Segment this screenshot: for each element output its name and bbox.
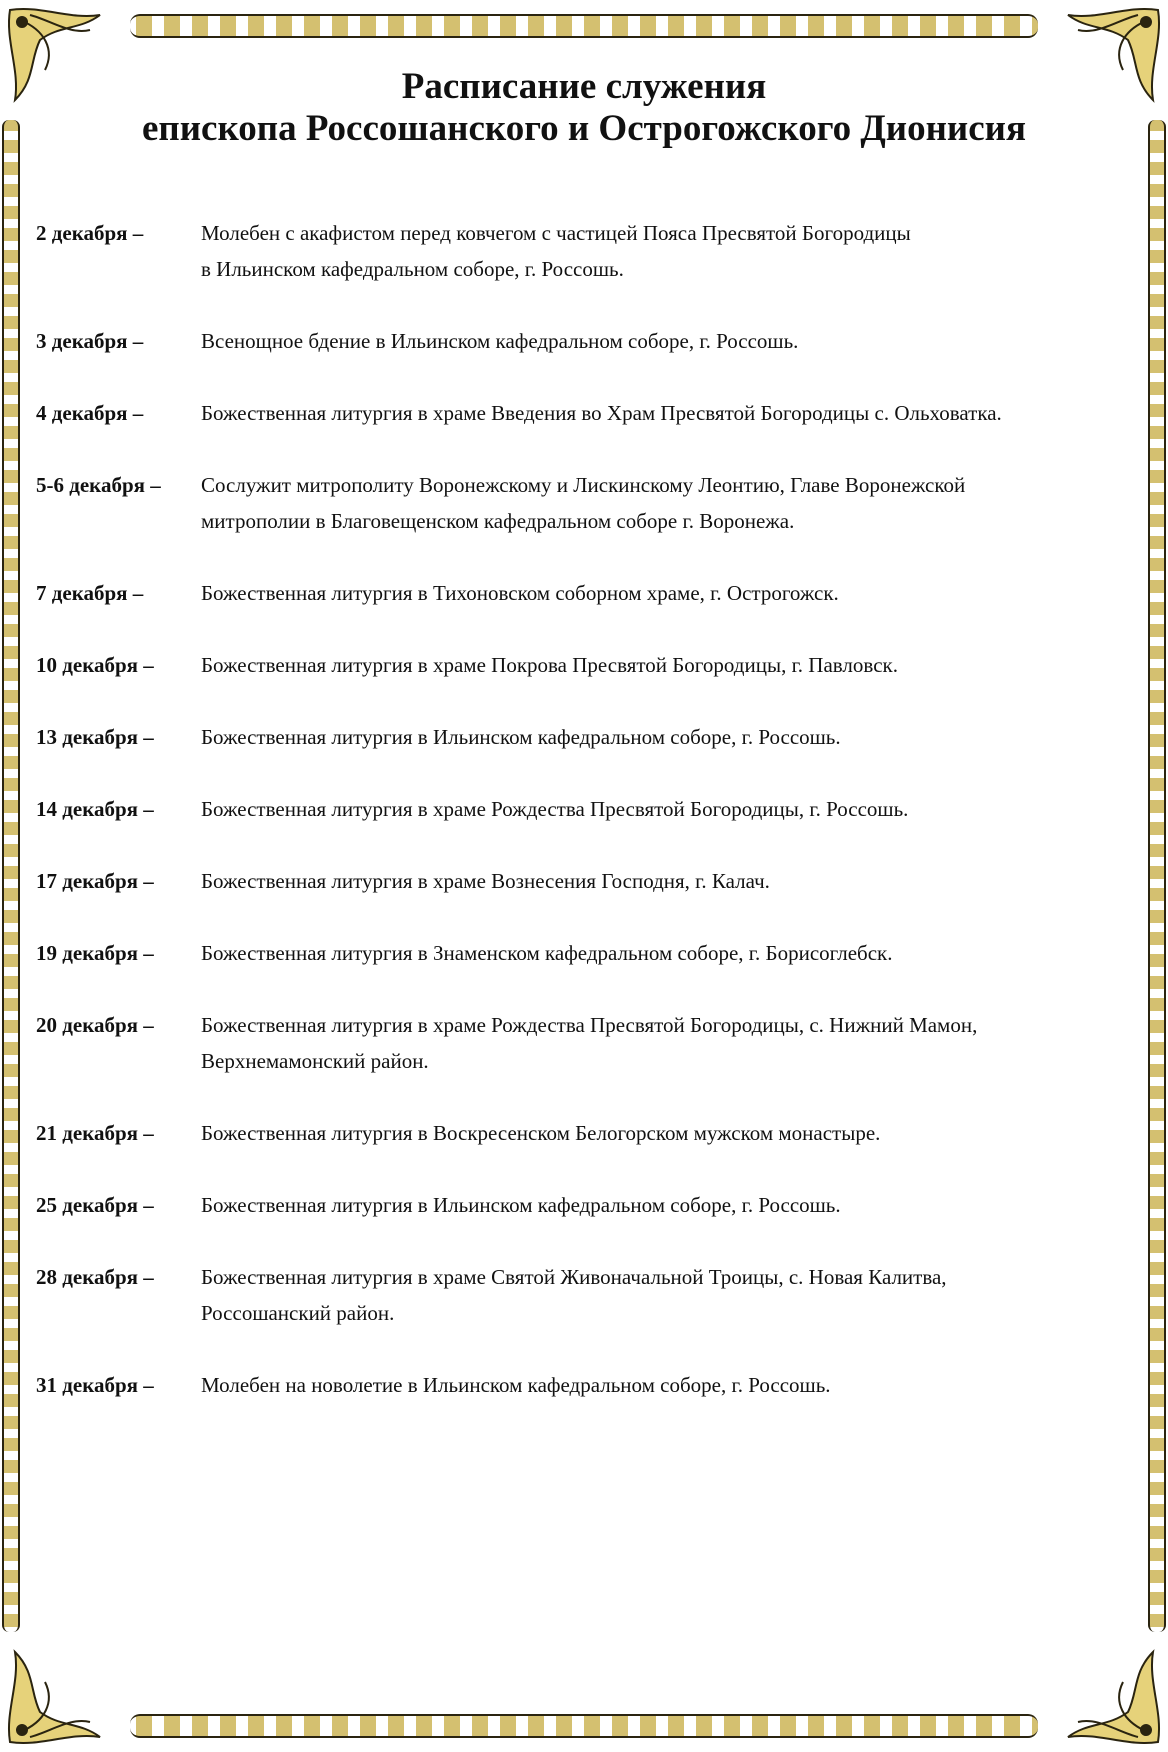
entry-date: 20 декабря – [36, 1013, 154, 1037]
entry-date: 3 декабря – [36, 329, 144, 353]
schedule-entry [36, 863, 1108, 899]
entry-date: 17 декабря – [36, 869, 154, 893]
entry-description: Божественная литургия в храме Вознесения Господня, г. Калач. [201, 869, 770, 893]
ornamental-border-top [130, 14, 1038, 38]
ornamental-border-right [1148, 120, 1166, 1632]
ornamental-border-left [2, 120, 20, 1632]
entry-date: 21 декабря – [36, 1121, 154, 1145]
schedule-entry [36, 1187, 1108, 1223]
entry-description: Божественная литургия в храме Рождества Пресвятой Богородицы, с. Нижний Мамон, Верхнемамонский район. [201, 1013, 978, 1073]
title-line-2: епископа Россошанского и Острогожского Дионисия [142, 108, 1026, 149]
schedule-entry [36, 1007, 1108, 1079]
entry-description: Божественная литургия в храме Рождества Пресвятой Богородицы, г. Россошь. [201, 797, 909, 821]
schedule-entry [36, 575, 1108, 611]
schedule-entry [36, 215, 1108, 287]
entry-date: 14 декабря – [36, 797, 154, 821]
entry-description: Божественная литургия в храме Введения во Храм Пресвятой Богородицы с. Ольховатка. [201, 401, 1002, 425]
entry-date: 10 декабря – [36, 653, 154, 677]
entry-date: 28 декабря – [36, 1265, 154, 1289]
entry-description: Божественная литургия в Ильинском кафедральном соборе, г. Россошь. [201, 725, 841, 749]
schedule-entry [36, 1115, 1108, 1151]
entry-date: 4 декабря – [36, 401, 144, 425]
entry-date: 2 декабря – [36, 221, 144, 245]
entry-date: 25 декабря – [36, 1193, 154, 1217]
entry-description: Божественная литургия в храме Святой Живоначальной Троицы, с. Новая Калитва, Россошанский район. [201, 1265, 947, 1325]
entry-date: 31 декабря – [36, 1373, 154, 1397]
schedule-entry [36, 791, 1108, 827]
schedule-entry [36, 935, 1108, 971]
entry-description: Божественная литургия в Ильинском кафедральном соборе, г. Россошь. [201, 1193, 841, 1217]
schedule-entry [36, 647, 1108, 683]
entry-date: 13 декабря – [36, 725, 154, 749]
entry-description: Божественная литургия в храме Покрова Пресвятой Богородицы, г. Павловск. [201, 653, 898, 677]
entry-description: Молебен на новолетие в Ильинском кафедральном соборе, г. Россошь. [201, 1373, 831, 1397]
schedule-entry [36, 467, 1108, 539]
entry-description: Молебен с акафистом перед ковчегом с частицей Пояса Пресвятой Богородицы в Ильинском кафедральном соборе, г. Россошь. [201, 221, 911, 281]
page-title [0, 66, 1168, 150]
entry-date: 19 декабря – [36, 941, 154, 965]
schedule-entry [36, 1367, 1108, 1403]
corner-ornament-icon [0, 1622, 130, 1752]
schedule-list [36, 215, 1108, 1403]
corner-ornament-icon [1038, 1622, 1168, 1752]
entry-description: Божественная литургия в Воскресенском Белогорском мужском монастыре. [201, 1121, 881, 1145]
schedule-entry [36, 323, 1108, 359]
schedule-entry [36, 719, 1108, 755]
title-line-1: Расписание служения [401, 66, 767, 107]
schedule-entry [36, 1259, 1108, 1331]
entry-description: Сослужит митрополиту Воронежскому и Лискинскому Леонтию, Главе Воронежской митрополии в Благовещенском кафедральном соборе г. Воронежа. [201, 473, 966, 533]
entry-date: 7 декабря – [36, 581, 144, 605]
entry-description: Божественная литургия в Тихоновском соборном храме, г. Острогожск. [201, 581, 839, 605]
ornamental-border-bottom [130, 1714, 1038, 1738]
schedule-entry [36, 395, 1108, 431]
entry-description: Всенощное бдение в Ильинском кафедральном соборе, г. Россошь. [201, 329, 799, 353]
entry-description: Божественная литургия в Знаменском кафедральном соборе, г. Борисоглебск. [201, 941, 893, 965]
entry-date: 5-6 декабря – [36, 473, 161, 497]
